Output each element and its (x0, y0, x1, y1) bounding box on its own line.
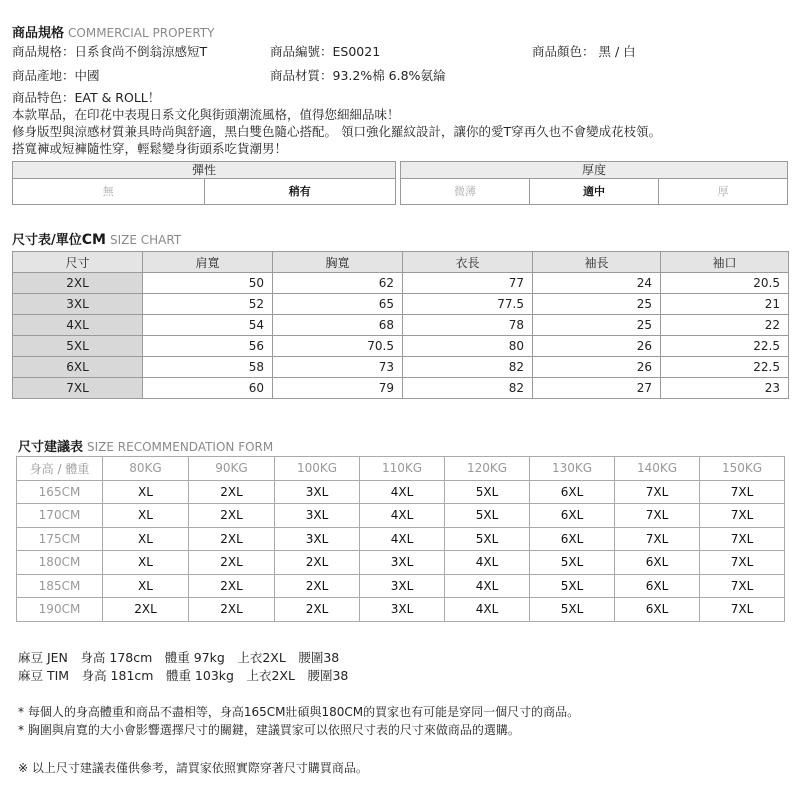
table-row (17, 574, 785, 598)
table-cell: 2XL (189, 551, 275, 575)
table-cell: 6XL (530, 504, 615, 528)
product-desc-line: 搭寬褲或短褲隨性穿，輕鬆變身街頭系吃貨潮男！ (12, 141, 288, 156)
table-cell: 3XL (360, 574, 445, 598)
thickness-option-thin: 微薄 (401, 179, 530, 204)
product-material: 商品材質：93.2%棉 6.8%氨綸 (270, 68, 446, 83)
table-cell: 175CM (17, 527, 103, 551)
table-row (13, 273, 789, 294)
column-header: 100KG (275, 457, 360, 481)
table-cell: 2XL (189, 504, 275, 528)
table-cell: 22.5 (661, 357, 789, 378)
table-cell: 52 (143, 294, 273, 315)
table-cell: 6XL (530, 527, 615, 551)
elasticity-gauge (12, 161, 396, 205)
table-cell: 65 (273, 294, 403, 315)
column-header: 120KG (445, 457, 530, 481)
table-cell: 7XL (700, 598, 785, 622)
column-header: 身高 / 體重 (17, 457, 103, 481)
table-cell: 24 (533, 273, 661, 294)
table-cell: 22.5 (661, 336, 789, 357)
table-cell: 190CM (17, 598, 103, 622)
column-header: 130KG (530, 457, 615, 481)
table-cell: 70.5 (273, 336, 403, 357)
size-chart-unit: CM (81, 232, 106, 248)
note-line: * 胸圍與肩寬的大小會影響選擇尺寸的關鍵，建議買家可以依照尺寸表的尺寸來做商品的選購。 (18, 723, 520, 737)
property-title-en: COMMERCIAL PROPERTY (68, 26, 215, 40)
table-cell: 3XL (13, 294, 143, 315)
table-cell: 5XL (445, 527, 530, 551)
table-cell: 4XL (13, 315, 143, 336)
table-header-row (17, 457, 785, 481)
product-color: 商品顏色： 黑 / 白 (532, 44, 636, 59)
table-row (13, 315, 789, 336)
table-cell: 6XL (615, 574, 700, 598)
table-cell: 77.5 (403, 294, 533, 315)
table-cell: 5XL (530, 551, 615, 575)
table-cell: 7XL (615, 527, 700, 551)
product-desc-line: 修身版型與涼感材質兼具時尚與舒適，黑白雙色隨心搭配。 領口強化羅紋設計，讓你的愛T穿再久也不會變成花枝領。 (12, 124, 662, 139)
table-cell: 54 (143, 315, 273, 336)
table-cell: 73 (273, 357, 403, 378)
table-cell: 68 (273, 315, 403, 336)
table-cell: XL (103, 504, 189, 528)
size-chart-title: 尺寸表/單位CM SIZE CHART (12, 232, 182, 248)
product-desc-line: 本款單品，在印花中表現日系文化與街頭潮流風格，值得您細細品味！ (12, 107, 400, 122)
table-cell: 3XL (275, 480, 360, 504)
table-cell: 78 (403, 315, 533, 336)
table-row (17, 551, 785, 575)
model-info: 麻豆 TIM 身高 181cm 體重 103kg 上衣2XL 腰圍38 (18, 668, 349, 683)
size-chart-title-en: SIZE CHART (109, 233, 182, 247)
column-header: 肩寬 (143, 252, 273, 273)
product-spec: 商品規格：日系食尚不倒翁涼感短T (12, 44, 208, 59)
table-cell: 7XL (700, 527, 785, 551)
table-cell: 4XL (445, 574, 530, 598)
size-chart-table (12, 251, 789, 399)
table-row (17, 504, 785, 528)
recommendation-title-en: SIZE RECOMMENDATION FORM (87, 440, 274, 454)
column-header: 110KG (360, 457, 445, 481)
table-cell: 6XL (13, 357, 143, 378)
table-cell: XL (103, 480, 189, 504)
table-cell: 2XL (103, 598, 189, 622)
table-cell: 6XL (615, 551, 700, 575)
table-cell: 4XL (360, 504, 445, 528)
table-cell: 2XL (275, 551, 360, 575)
table-cell: 2XL (275, 574, 360, 598)
table-cell: 4XL (360, 480, 445, 504)
table-row (13, 336, 789, 357)
thickness-gauge (400, 161, 788, 205)
table-cell: 4XL (445, 551, 530, 575)
table-cell: 5XL (13, 336, 143, 357)
table-cell: 21 (661, 294, 789, 315)
table-cell: 180CM (17, 551, 103, 575)
table-cell: 62 (273, 273, 403, 294)
elasticity-option-slight: 稍有 (288, 185, 311, 198)
table-cell: 7XL (13, 378, 143, 399)
table-cell: 56 (143, 336, 273, 357)
table-cell: 3XL (360, 551, 445, 575)
table-cell: 2XL (189, 527, 275, 551)
table-cell: XL (103, 574, 189, 598)
table-cell: 7XL (615, 480, 700, 504)
table-cell: 27 (533, 378, 661, 399)
table-cell: 82 (403, 357, 533, 378)
table-cell: 5XL (445, 504, 530, 528)
column-header: 袖口 (661, 252, 789, 273)
column-header: 衣長 (403, 252, 533, 273)
table-cell: 3XL (275, 527, 360, 551)
column-header: 袖長 (533, 252, 661, 273)
recommendation-table (16, 456, 785, 622)
note-line: * 每個人的身高體重和商品不盡相等，身高165CM壯碩與180CM的買家也有可能是穿同一個尺寸的商品。 (18, 705, 580, 719)
product-code: 商品編號：ES0021 (270, 44, 381, 59)
table-row (17, 480, 785, 504)
table-cell: 82 (403, 378, 533, 399)
column-header: 140KG (615, 457, 700, 481)
table-cell: XL (103, 551, 189, 575)
table-row (17, 527, 785, 551)
elasticity-label: 彈性 (12, 161, 396, 179)
table-cell: 58 (143, 357, 273, 378)
table-cell: 7XL (615, 504, 700, 528)
table-cell: 7XL (700, 504, 785, 528)
product-origin: 商品產地：中國 (12, 68, 100, 83)
table-cell: 2XL (13, 273, 143, 294)
table-cell: 3XL (360, 598, 445, 622)
table-cell: XL (103, 527, 189, 551)
table-cell: 26 (533, 336, 661, 357)
table-cell: 2XL (275, 598, 360, 622)
table-row (13, 357, 789, 378)
thickness-label: 厚度 (400, 161, 788, 179)
table-cell: 5XL (530, 598, 615, 622)
footnote: ※ 以上尺寸建議表僅供參考，請買家依照實際穿著尺寸購買商品。 (18, 761, 368, 775)
table-row (13, 378, 789, 399)
table-cell: 5XL (445, 480, 530, 504)
table-cell: 7XL (700, 480, 785, 504)
property-title: 商品規格 COMMERCIAL PROPERTY (12, 26, 215, 41)
table-cell: 6XL (615, 598, 700, 622)
table-cell: 4XL (360, 527, 445, 551)
table-cell: 2XL (189, 574, 275, 598)
table-cell: 185CM (17, 574, 103, 598)
table-cell: 80 (403, 336, 533, 357)
table-cell: 3XL (275, 504, 360, 528)
table-cell: 165CM (17, 480, 103, 504)
table-cell: 6XL (530, 480, 615, 504)
table-row (17, 598, 785, 622)
column-header: 150KG (700, 457, 785, 481)
thickness-option-thick: 厚 (717, 185, 729, 198)
product-feature: 商品特色：EAT & ROLL！ (12, 90, 161, 105)
elasticity-option-none: 無 (13, 179, 205, 204)
table-cell: 25 (533, 315, 661, 336)
column-header: 尺寸 (13, 252, 143, 273)
thickness-option-medium: 適中 (530, 179, 659, 204)
recommendation-title: 尺寸建議表 SIZE RECOMMENDATION FORM (18, 440, 274, 455)
table-cell: 79 (273, 378, 403, 399)
table-row (13, 294, 789, 315)
table-cell: 26 (533, 357, 661, 378)
column-header: 胸寬 (273, 252, 403, 273)
table-cell: 23 (661, 378, 789, 399)
table-cell: 2XL (189, 480, 275, 504)
table-cell: 60 (143, 378, 273, 399)
table-cell: 2XL (189, 598, 275, 622)
table-cell: 50 (143, 273, 273, 294)
table-cell: 170CM (17, 504, 103, 528)
column-header: 80KG (103, 457, 189, 481)
table-cell: 20.5 (661, 273, 789, 294)
table-cell: 77 (403, 273, 533, 294)
table-cell: 7XL (700, 551, 785, 575)
table-cell: 4XL (445, 598, 530, 622)
table-cell: 5XL (530, 574, 615, 598)
table-cell: 22 (661, 315, 789, 336)
table-cell: 25 (533, 294, 661, 315)
table-cell: 7XL (700, 574, 785, 598)
column-header: 90KG (189, 457, 275, 481)
model-info: 麻豆 JEN 身高 178cm 體重 97kg 上衣2XL 腰圍38 (18, 650, 340, 665)
table-header-row (13, 252, 789, 273)
